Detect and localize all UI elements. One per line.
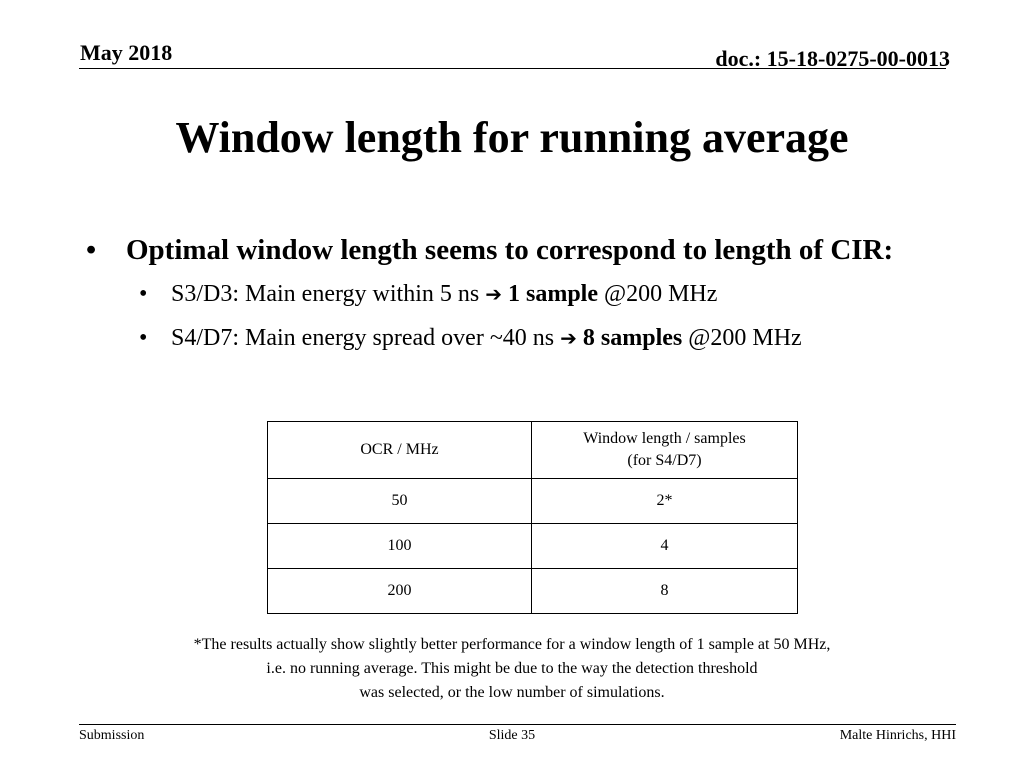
bullet-sub-1-prefix: S3/D3: Main energy within 5 ns — [171, 281, 486, 307]
table-cell-ocr: 50 — [268, 479, 532, 524]
header-divider — [79, 68, 946, 69]
bullet-sub-2-prefix: S4/D7: Main energy spread over ~40 ns — [171, 325, 561, 351]
footnote — [0, 633, 1024, 705]
footnote-line-3: was selected, or the low number of simulations. — [359, 684, 665, 701]
table-cell-window: 2* — [532, 479, 798, 524]
window-length-table — [267, 421, 798, 614]
table-row — [268, 479, 798, 524]
bullet-sub-2 — [86, 318, 946, 358]
bullet-marker: • — [86, 234, 97, 266]
header-date: May 2018 — [80, 40, 173, 65]
footer-slide-number: Slide 35 — [488, 728, 536, 743]
arrow-right-icon: ➔ — [485, 282, 502, 306]
table-header-ocr: OCR / MHz — [268, 422, 532, 479]
table-cell-ocr: 100 — [268, 524, 532, 569]
header-doc-id: doc.: 15-18-0275-00-0013 — [715, 46, 950, 71]
bullet-marker: • — [139, 281, 148, 307]
bullet-sub-1-suffix: @200 MHz — [597, 281, 718, 307]
bullet-sub-1-bold: 1 sample — [507, 281, 598, 307]
footnote-line-1: *The results actually show slightly better performance for a window length of 1 sample at 50 MHz, — [193, 636, 831, 653]
arrow-right-icon: ➔ — [560, 326, 577, 350]
bullet-main — [86, 230, 946, 270]
table-header-window-length — [532, 422, 798, 479]
table-header-row — [268, 422, 798, 479]
bullet-marker: • — [139, 325, 148, 351]
bullet-sub-2-bold: 8 samples — [582, 325, 683, 351]
footer-author: Malte Hinrichs, HHI — [839, 728, 956, 743]
table-header-window-length-line2: (for S4/D7) — [627, 452, 702, 469]
footer-submission: Submission — [79, 728, 145, 743]
table-cell-ocr: 200 — [268, 569, 532, 614]
bullet-main-text: Optimal window length seems to correspond to length of CIR: — [126, 234, 894, 266]
bullet-list — [86, 230, 946, 358]
table-cell-window: 4 — [532, 524, 798, 569]
table-row — [268, 524, 798, 569]
table-header-window-length-line1: Window length / samples — [583, 430, 746, 447]
bullet-sub-2-suffix: @200 MHz — [682, 325, 802, 351]
table-cell-window: 8 — [532, 569, 798, 614]
footnote-line-2: i.e. no running average. This might be due to the way the detection threshold — [266, 660, 758, 677]
table-row — [268, 569, 798, 614]
slide-title: Window length for running average — [175, 113, 849, 162]
footer-divider — [79, 724, 956, 725]
bullet-sub-1 — [86, 274, 946, 314]
